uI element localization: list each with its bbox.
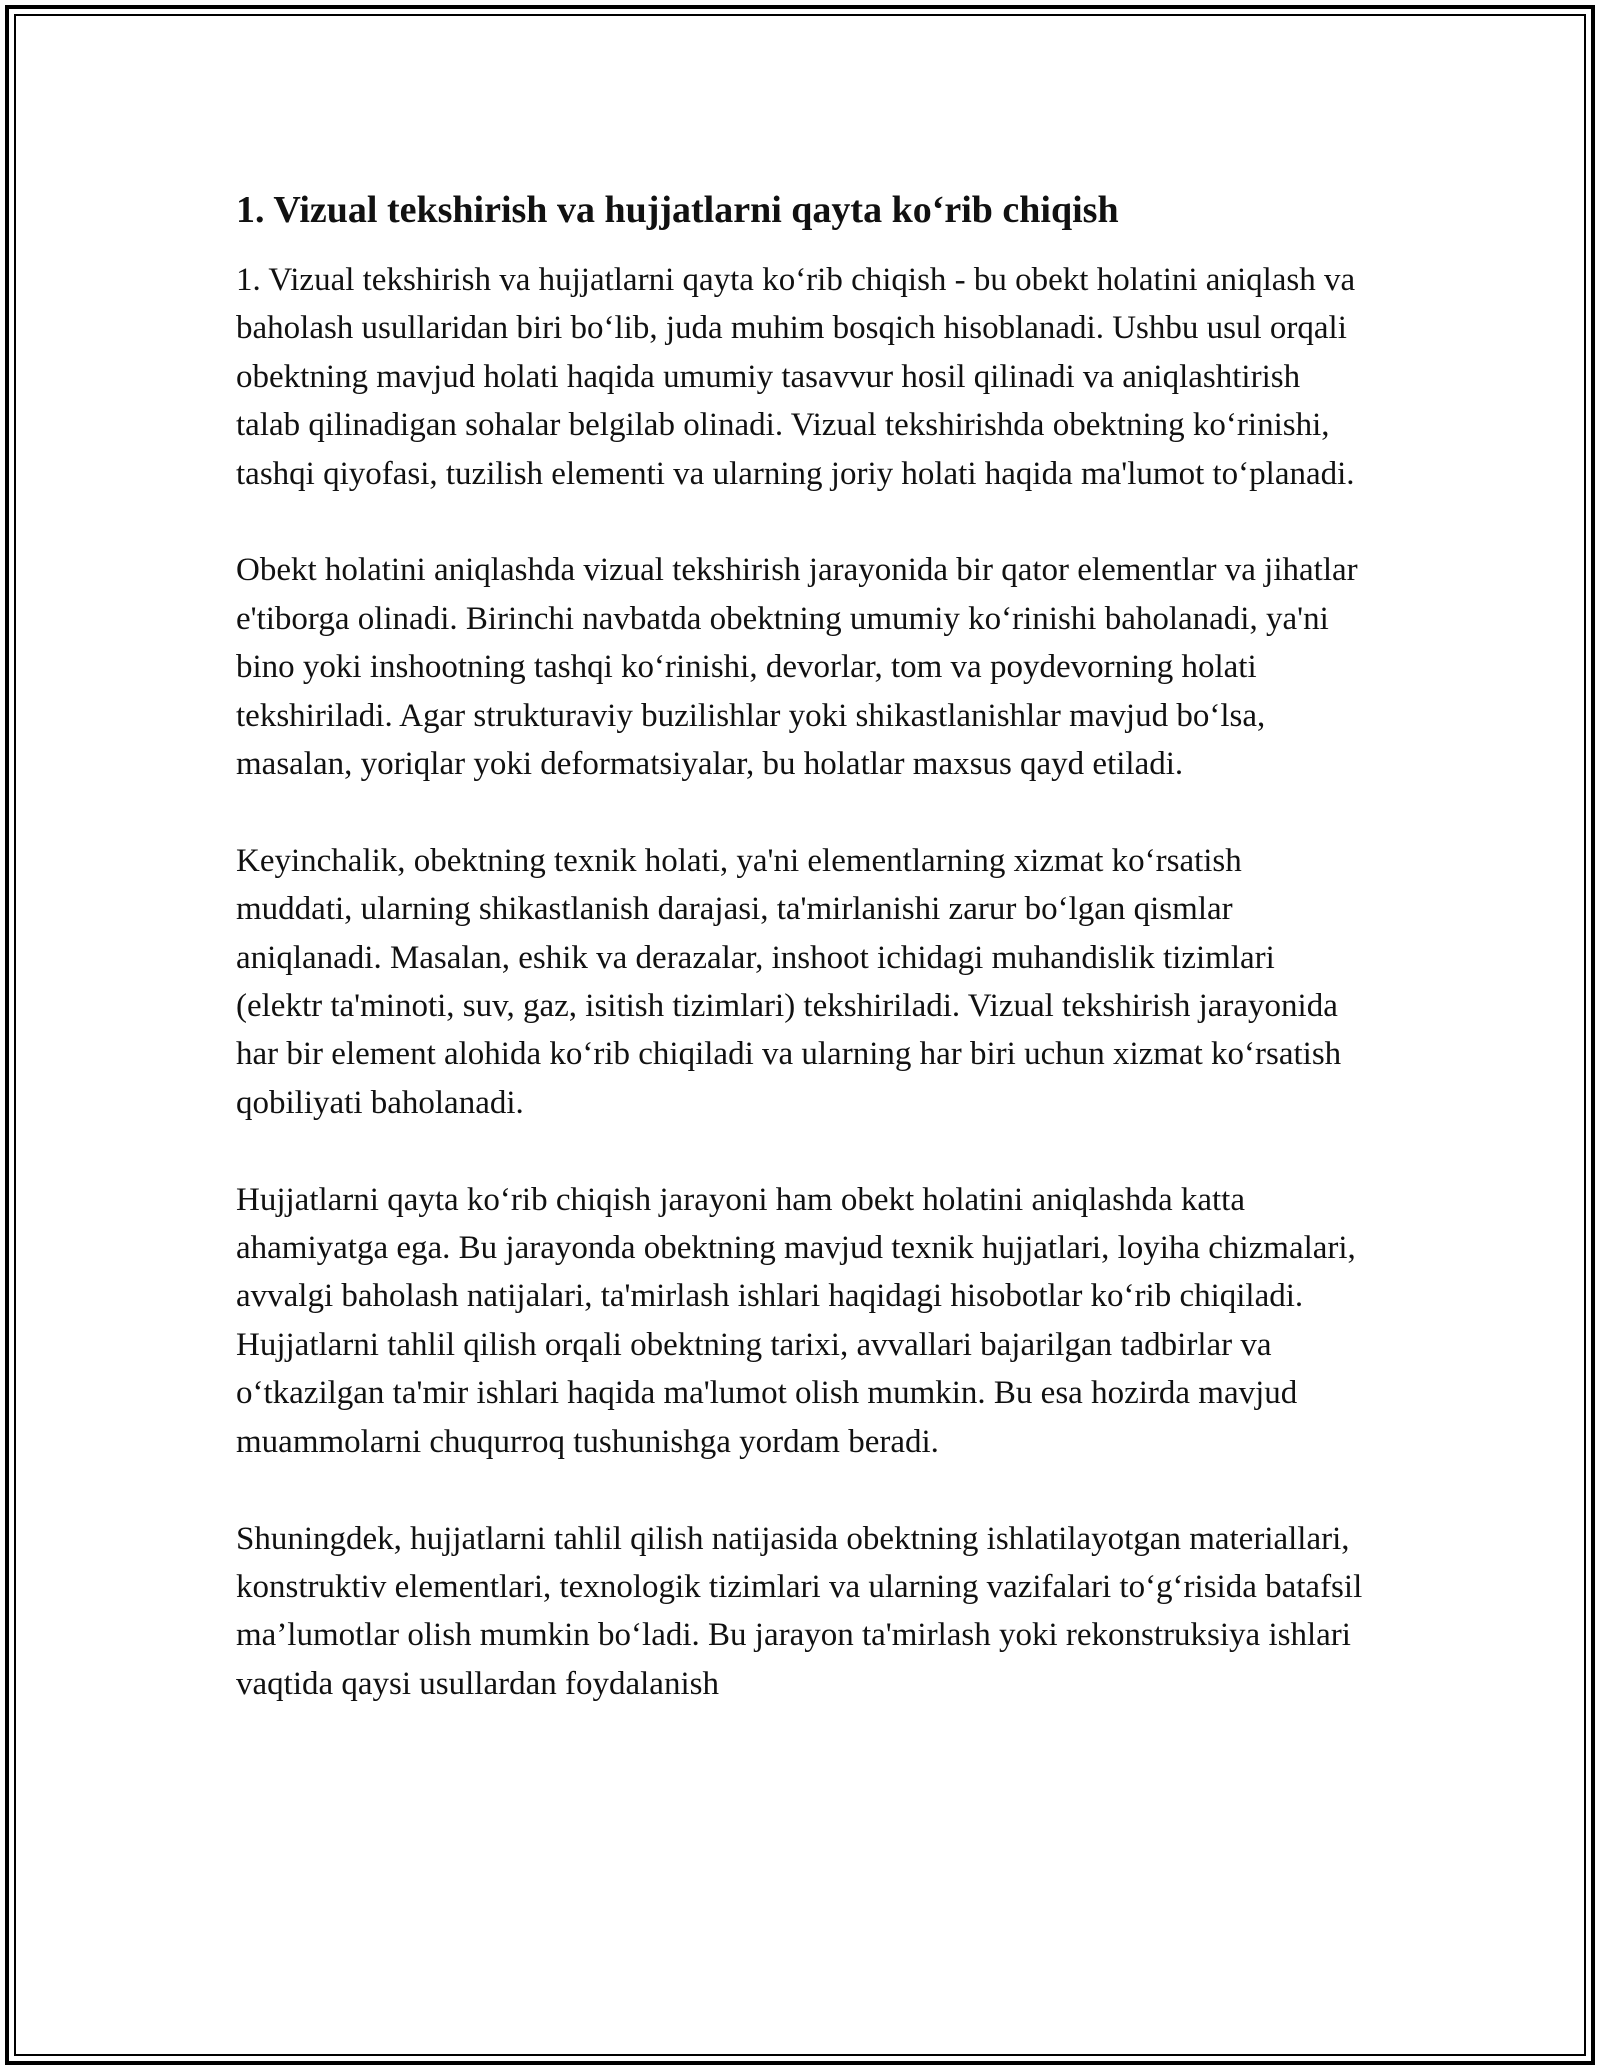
paragraph-5: Shuningdek, hujjatlarni tahlil qilish natijasida obektning ishlatilayotgan materiallari, konstruktiv elementlari, texnologik tizimlari va ularning vazifalari toʻgʻrisida batafsil ma’lumotlar olish mumkin boʻladi. Bu jarayon ta'mirlash yoki rekonstruksiya ishlari vaqtida qaysi usullardan foydalanish: [236, 1520, 1363, 1702]
section-heading: 1. Vizual tekshirish va hujjatlarni qayta koʻrib chiqish: [236, 189, 1119, 231]
paragraph-3: Keyinchalik, obektning texnik holati, ya'ni elementlarning xizmat koʻrsatish muddati, ularning shikastlanish darajasi, ta'mirlanishi zarur boʻlgan qismlar aniqlanadi. Masalan, eshik va derazalar, inshoot ichidagi muhandislik tizimlari (elektr ta'minoti, suv, gaz, isitish tizimlari) tekshiriladi. Vizual tekshirish jarayonida har bir element alohida koʻrib chiqiladi va ularning har biri uchun xizmat koʻrsatish qobiliyati baholanadi.: [236, 842, 1342, 1121]
paragraph-1: 1. Vizual tekshirish va hujjatlarni qayta koʻrib chiqish - bu obekt holatini aniqlash va baholash usullaridan biri boʻlib, juda muhim bosqich hisoblanadi. Ushbu usul orqali obektning mavjud holati haqida umumiy tasavvur hosil qilinadi va aniqlashtirish talab qilinadigan sohalar belgilab olinadi. Vizual tekshirishda obektning koʻrinishi, tashqi qiyofasi, tuzilish elementi va ularning joriy holati haqida ma'lumot toʻplanadi.: [236, 262, 1356, 492]
paragraph-2: Obekt holatini aniqlashda vizual tekshirish jarayonida bir qator elementlar va jihatlar e'tiborga olinadi. Birinchi navbatda obektning umumiy koʻrinishi baholanadi, ya'ni bino yoki inshootning tashqi koʻrinishi, devorlar, tom va poydevorning holati tekshiriladi. Agar strukturaviy buzilishlar yoki shikastlanishlar mavjud boʻlsa, masalan, yoriqlar yoki deformatsiyalar, bu holatlar maxsus qayd etiladi.: [236, 552, 1358, 783]
paragraph-4: Hujjatlarni qayta koʻrib chiqish jarayoni ham obekt holatini aniqlashda katta ahamiyatga ega. Bu jarayonda obektning mavjud texnik hujjatlari, loyiha chizmalari, avvalgi baholash natijalari, ta'mirlash ishlari haqidagi hisobotlar koʻrib chiqiladi. Hujjatlarni tahlil qilish orqali obektning tarixi, avvallari bajarilgan tadbirlar va oʻtkazilgan ta'mir ishlari haqida ma'lumot olish mumkin. Bu esa hozirda mavjud muammolarni chuqurroq tushunishga yordam beradi.: [236, 1181, 1356, 1460]
document-body: [236, 186, 1366, 1757]
